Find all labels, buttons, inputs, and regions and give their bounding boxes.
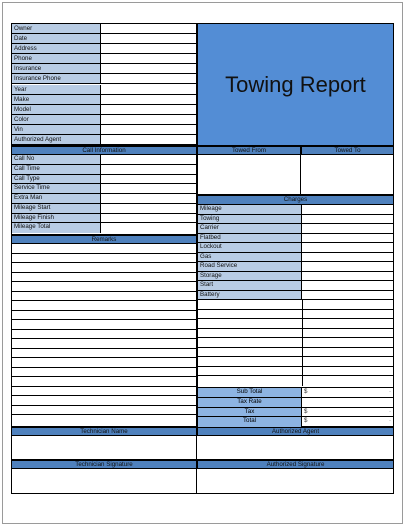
field-value[interactable] <box>101 204 196 213</box>
field-label: Extra Man <box>12 194 101 203</box>
remark-line[interactable] <box>12 282 196 292</box>
field-value[interactable] <box>101 85 196 94</box>
call-info-row <box>12 184 196 194</box>
remark-line[interactable] <box>12 311 196 321</box>
currency-symbol: $ <box>304 417 308 425</box>
call-info-row <box>12 223 196 233</box>
charge-value[interactable] <box>302 319 393 328</box>
charge-row <box>198 291 393 301</box>
field-label: Address <box>12 44 101 53</box>
charge-label-blank[interactable] <box>198 338 303 347</box>
charge-label: Battery <box>198 291 302 300</box>
charge-row <box>198 234 393 244</box>
charge-label: Start <box>198 281 302 290</box>
summary-value[interactable] <box>302 408 393 418</box>
charge-label: Flatbed <box>198 234 302 243</box>
towed-to-header: Towed To <box>301 146 394 155</box>
field-value[interactable] <box>101 95 196 104</box>
technician-signature-header: Technician Signature <box>11 460 197 469</box>
remark-line[interactable] <box>12 301 196 311</box>
summary-table <box>197 388 394 427</box>
towed-to-field[interactable] <box>301 155 394 195</box>
charge-row <box>198 243 393 253</box>
charge-label-blank[interactable] <box>198 376 303 386</box>
field-label: Call No <box>12 155 101 164</box>
summary-value[interactable] <box>302 398 393 408</box>
charge-value[interactable] <box>302 329 393 338</box>
call-info-row <box>12 204 196 214</box>
charge-value[interactable] <box>302 224 393 233</box>
charges-table <box>197 205 394 388</box>
charges-header: Charges <box>197 195 394 205</box>
remark-line[interactable] <box>12 387 196 397</box>
remarks-header: Remarks <box>11 235 197 244</box>
technician-signature-field[interactable] <box>11 469 197 494</box>
charge-label: Road Service <box>198 262 302 271</box>
charge-row <box>198 319 393 329</box>
summary-value[interactable] <box>302 417 393 427</box>
remark-line[interactable] <box>12 377 196 387</box>
field-value[interactable] <box>101 24 196 33</box>
customer-field-row <box>12 135 196 145</box>
charge-value[interactable] <box>302 367 393 376</box>
title-box <box>197 23 394 146</box>
charge-value[interactable] <box>302 291 393 300</box>
summary-label: Tax <box>198 408 302 418</box>
field-value[interactable] <box>101 105 196 114</box>
field-label: Call Time <box>12 165 101 174</box>
call-info-row <box>12 155 196 165</box>
charge-label: Towing <box>198 215 302 224</box>
field-value[interactable] <box>101 155 196 164</box>
charge-value[interactable] <box>302 243 393 252</box>
field-label: Year <box>12 85 101 94</box>
charge-row <box>198 376 393 386</box>
charge-row <box>198 224 393 234</box>
charge-value[interactable] <box>302 281 393 290</box>
charge-label: Lockout <box>198 243 302 252</box>
remark-line[interactable] <box>12 244 196 254</box>
towed-from-header: Towed From <box>197 146 301 155</box>
charge-value[interactable] <box>302 272 393 281</box>
authorized-signature-field[interactable] <box>197 469 394 494</box>
amount: - <box>388 417 391 425</box>
charge-row <box>198 310 393 320</box>
charge-row <box>198 357 393 367</box>
charge-row <box>198 367 393 377</box>
charge-label: Gas <box>198 253 302 262</box>
field-label: Mileage Start <box>12 204 101 213</box>
remark-line[interactable] <box>12 349 196 359</box>
charge-value[interactable] <box>302 348 393 357</box>
amount: - <box>388 407 391 415</box>
charge-label-blank[interactable] <box>198 348 303 357</box>
field-value[interactable] <box>101 184 196 193</box>
customer-field-row <box>12 64 196 74</box>
remark-line[interactable] <box>12 330 196 340</box>
customer-info-table <box>11 23 197 146</box>
field-value[interactable] <box>101 74 196 83</box>
charge-row <box>198 338 393 348</box>
remark-line[interactable] <box>12 254 196 264</box>
charge-value[interactable] <box>302 300 393 309</box>
customer-field-row <box>12 74 196 84</box>
remark-line[interactable] <box>12 292 196 302</box>
currency-symbol: $ <box>304 407 308 415</box>
call-info-row <box>12 214 196 224</box>
customer-field-row <box>12 85 196 95</box>
currency-symbol: $ <box>304 388 308 395</box>
charge-row <box>198 262 393 272</box>
charge-label: Mileage <box>198 205 302 214</box>
charge-value[interactable] <box>302 234 393 243</box>
charge-row <box>198 348 393 358</box>
charge-label-blank[interactable] <box>198 300 303 309</box>
customer-field-row <box>12 95 196 105</box>
authorized-agent-header: Authorized Agent <box>197 427 394 436</box>
charge-row <box>198 253 393 263</box>
call-info-header: Call Information <box>11 146 197 155</box>
towing-report-page <box>2 2 403 524</box>
authorized-signature-header: Authorized Signature <box>197 460 394 469</box>
customer-field-row <box>12 115 196 125</box>
customer-field-row <box>12 34 196 44</box>
field-label: Make <box>12 95 101 104</box>
call-info-table <box>11 155 197 235</box>
charge-row <box>198 300 393 310</box>
field-value[interactable] <box>101 125 196 134</box>
summary-label: Total <box>198 417 302 427</box>
charge-value[interactable] <box>302 338 393 347</box>
charge-label-blank[interactable] <box>198 357 303 366</box>
summary-label: Tax Rate <box>198 398 302 408</box>
field-label: Vin <box>12 125 101 134</box>
remark-line[interactable] <box>12 368 196 378</box>
charge-row <box>198 215 393 225</box>
call-info-row <box>12 165 196 175</box>
field-label: Phone <box>12 54 101 63</box>
towed-from-field[interactable] <box>197 155 301 195</box>
charge-value[interactable] <box>302 376 393 386</box>
field-value[interactable] <box>101 194 196 203</box>
field-label: Insurance <box>12 64 101 73</box>
customer-field-row <box>12 105 196 115</box>
remark-line[interactable] <box>12 273 196 283</box>
remark-line[interactable] <box>12 396 196 406</box>
field-value[interactable] <box>101 175 196 184</box>
amount: - <box>388 388 391 395</box>
charge-label-blank[interactable] <box>198 367 303 376</box>
remark-line[interactable] <box>12 320 196 330</box>
charge-value[interactable] <box>302 310 393 319</box>
field-value[interactable] <box>101 34 196 43</box>
call-info-row <box>12 175 196 185</box>
charge-label-blank[interactable] <box>198 310 303 319</box>
charge-value[interactable] <box>302 357 393 366</box>
charge-row <box>198 205 393 215</box>
summary-value[interactable] <box>302 388 393 398</box>
customer-field-row <box>12 24 196 34</box>
field-value[interactable] <box>101 54 196 63</box>
field-label: Insurance Phone <box>12 74 101 83</box>
field-label: Service Time <box>12 184 101 193</box>
charge-row <box>198 329 393 339</box>
customer-field-row <box>12 44 196 54</box>
technician-name-header: Technician Name <box>11 427 197 436</box>
charge-label-blank[interactable] <box>198 329 303 338</box>
authorized-agent-field[interactable] <box>197 436 394 460</box>
charge-label-blank[interactable] <box>198 319 303 328</box>
remarks-area[interactable] <box>11 244 197 427</box>
remark-line[interactable] <box>12 339 196 349</box>
field-label: Mileage Finish <box>12 214 101 223</box>
summary-label: Sub Total <box>198 388 302 398</box>
field-value[interactable] <box>101 44 196 53</box>
customer-field-row <box>12 54 196 64</box>
field-label: Model <box>12 105 101 114</box>
field-value[interactable] <box>101 115 196 124</box>
field-value[interactable] <box>101 64 196 73</box>
page-title: Towing Report <box>225 71 366 97</box>
call-info-row <box>12 194 196 204</box>
field-value[interactable] <box>101 165 196 174</box>
field-label: Authorized Agent <box>12 135 101 144</box>
charge-value[interactable] <box>302 215 393 224</box>
field-label: Date <box>12 34 101 43</box>
charge-value[interactable] <box>302 262 393 271</box>
technician-name-field[interactable] <box>11 436 197 460</box>
remark-line[interactable] <box>12 263 196 273</box>
remark-line[interactable] <box>12 358 196 368</box>
charge-row <box>198 272 393 282</box>
field-value[interactable] <box>101 214 196 223</box>
field-label: Owner <box>12 24 101 33</box>
field-label: Color <box>12 115 101 124</box>
remark-line[interactable] <box>12 415 196 425</box>
charge-value[interactable] <box>302 205 393 214</box>
remark-line[interactable] <box>12 406 196 416</box>
charge-row <box>198 281 393 291</box>
field-value[interactable] <box>101 135 196 144</box>
field-label: Mileage Total <box>12 223 101 233</box>
charge-label: Storage <box>198 272 302 281</box>
customer-field-row <box>12 125 196 135</box>
field-label: Call Type <box>12 175 101 184</box>
charge-label: Carrier <box>198 224 302 233</box>
field-value[interactable] <box>101 223 196 233</box>
charge-value[interactable] <box>302 253 393 262</box>
